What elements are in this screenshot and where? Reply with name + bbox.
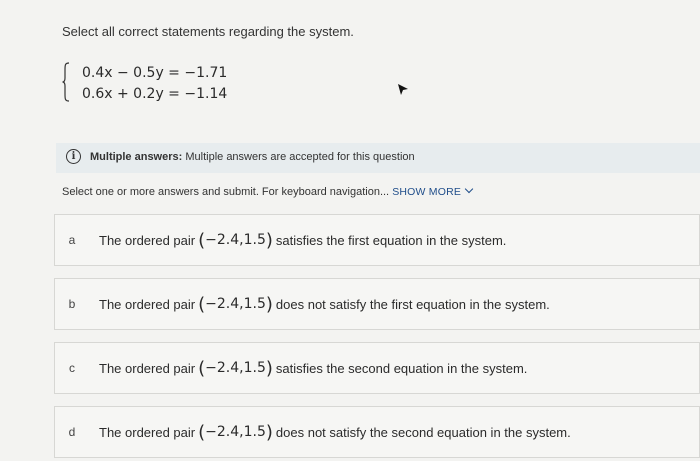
- option-prefix: The ordered pair: [99, 424, 196, 440]
- brace-icon: [62, 62, 70, 102]
- answer-option-a[interactable]: a The ordered pair (−2.4,1.5) satisfies the first equation in the system.: [54, 214, 700, 266]
- ordered-pair: −2.4,1.5: [205, 359, 266, 376]
- banner-label: Multiple answers:: [90, 151, 183, 163]
- option-suffix: satisfies the second equation in the system.: [275, 360, 528, 376]
- answer-option-b[interactable]: b The ordered pair (−2.4,1.5) does not satisfy the first equation in the system.: [54, 278, 700, 330]
- chevron-down-icon: [465, 185, 473, 193]
- option-suffix: does not satisfy the second equation in the system.: [275, 424, 571, 440]
- option-prefix: The ordered pair: [99, 360, 196, 376]
- show-more-button[interactable]: [392, 186, 472, 198]
- equation-2: 0.6x + 0.2y = −1.14: [82, 86, 228, 102]
- option-letter: a: [68, 233, 76, 247]
- option-letter: d: [68, 425, 76, 439]
- answer-option-d[interactable]: d The ordered pair (−2.4,1.5) does not satisfy the second equation in the system.: [54, 406, 700, 458]
- show-more-label: SHOW MORE: [392, 186, 462, 198]
- instructions: [62, 186, 472, 198]
- ordered-pair: −2.4,1.5: [205, 295, 266, 312]
- ordered-pair: −2.4,1.5: [205, 231, 266, 248]
- multiple-answers-banner: [56, 143, 700, 173]
- option-prefix: The ordered pair: [99, 232, 196, 248]
- equation-system: [62, 60, 282, 106]
- instructions-text: Select one or more answers and submit. For keyboard navigation...: [62, 186, 390, 198]
- option-letter: c: [69, 361, 75, 375]
- ordered-pair: −2.4,1.5: [205, 423, 266, 440]
- option-prefix: The ordered pair: [99, 296, 196, 312]
- option-letter: b: [68, 297, 76, 311]
- info-icon: i: [66, 149, 81, 164]
- banner-text: Multiple answers are accepted for this question: [185, 151, 415, 163]
- mouse-cursor-icon: [397, 83, 409, 97]
- equation-1: 0.4x − 0.5y = −1.71: [82, 65, 228, 81]
- option-suffix: satisfies the first equation in the system.: [275, 232, 507, 248]
- question-prompt: Select all correct statements regarding the system.: [62, 24, 354, 39]
- answer-option-c[interactable]: c The ordered pair (−2.4,1.5) satisfies the second equation in the system.: [54, 342, 700, 394]
- option-suffix: does not satisfy the first equation in the system.: [275, 296, 550, 312]
